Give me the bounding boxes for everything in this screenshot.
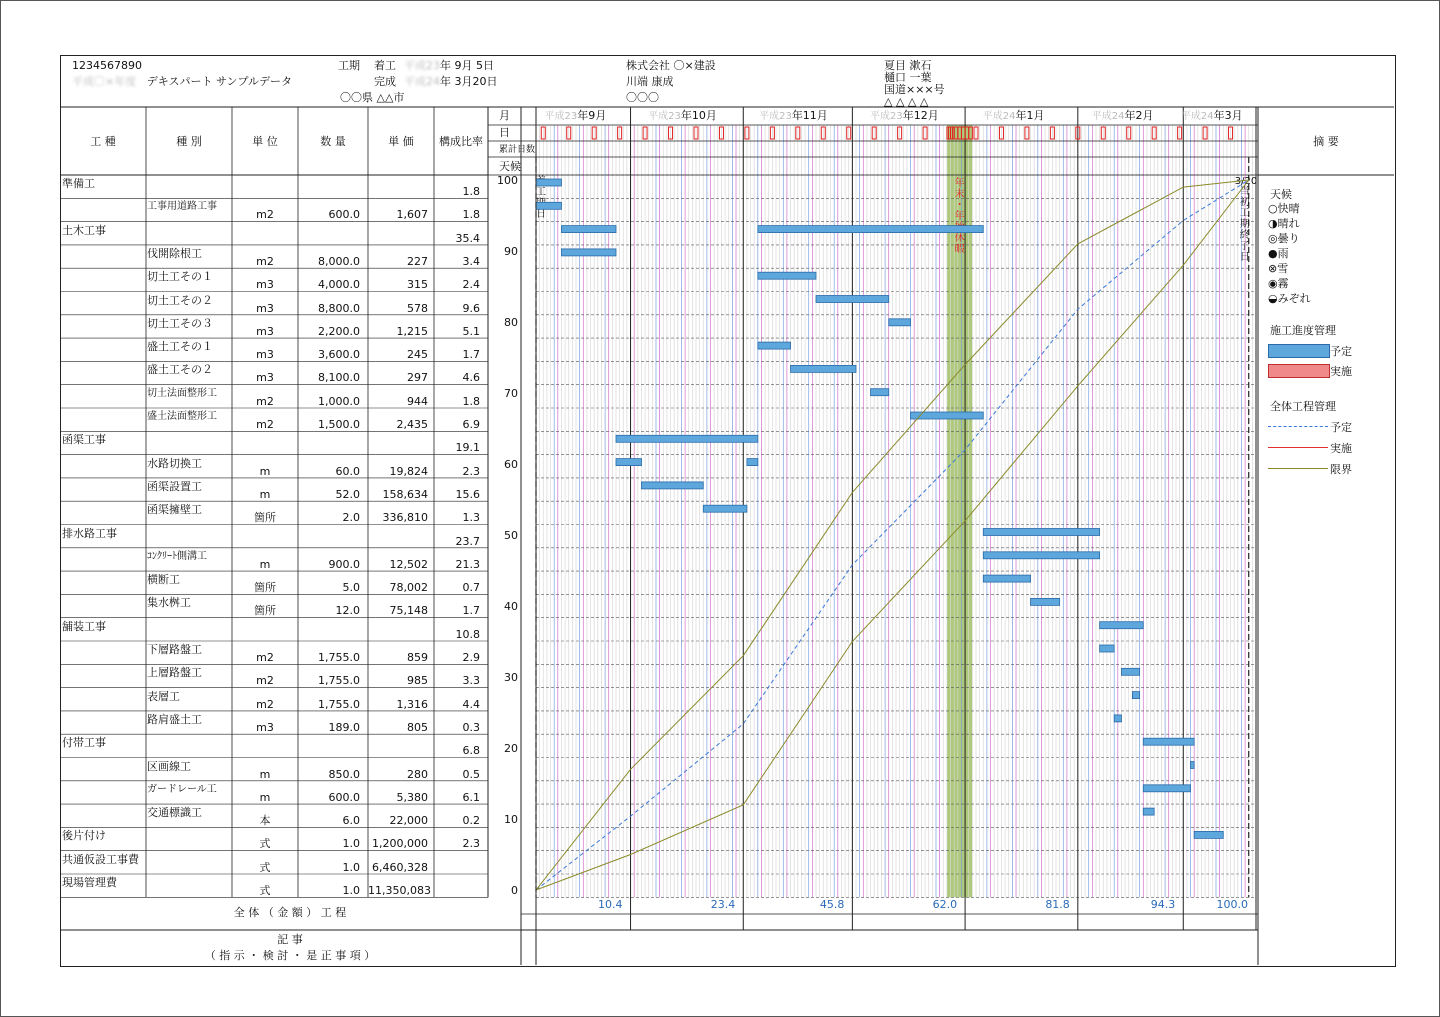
month-label: 年9月 xyxy=(577,109,607,122)
cell-unit: m xyxy=(259,767,271,781)
cell-qty: 3,600.0 xyxy=(318,348,360,362)
cell-qty: 12.0 xyxy=(335,604,360,618)
cell-ratio: 10.8 xyxy=(455,627,480,641)
start-date: 年 9月 5日 xyxy=(440,59,494,72)
cell-price: 158,634 xyxy=(382,487,428,501)
cell-price: 245 xyxy=(407,348,428,362)
cell-qty: 8,100.0 xyxy=(318,371,360,385)
weather-label: 曇り xyxy=(1277,232,1300,245)
project-name-line xyxy=(72,75,292,88)
project-name: デキスパート サンプルデータ xyxy=(146,75,293,88)
holiday-label-char: 暇 xyxy=(954,244,965,255)
cell-ratio: 21.3 xyxy=(455,557,480,571)
cell-ratio: 1.8 xyxy=(462,185,480,198)
chart-row-label: 月 xyxy=(499,109,510,122)
location: 〇〇県 △△市 xyxy=(340,91,405,104)
cell-price: 227 xyxy=(407,254,428,268)
weather-label: 快晴 xyxy=(1277,202,1300,215)
legend-limit-line-label: 限界 xyxy=(1330,463,1352,476)
cell-qty: 8,000.0 xyxy=(318,254,360,268)
cell-unit: m xyxy=(259,487,271,501)
cell-work: 共通仮設工事費 xyxy=(62,852,139,866)
y-tick-label: 90 xyxy=(504,245,518,258)
end-marker-label-char: 初 xyxy=(1239,197,1250,208)
cell-ratio: 0.3 xyxy=(462,720,480,734)
cell-price: 5,380 xyxy=(396,790,428,804)
cell-unit: m3 xyxy=(256,278,274,292)
cell-type: ｺﾝｸﾘｰﾄ側溝工 xyxy=(147,550,207,562)
cell-type: 盛土工その１ xyxy=(147,340,213,354)
cell-qty: 1,500.0 xyxy=(318,418,360,431)
cell-work: 舗装工事 xyxy=(62,619,106,633)
y-tick-label: 40 xyxy=(504,600,518,613)
end-date: 年 3月20日 xyxy=(440,75,498,88)
weather-legend-item xyxy=(1268,245,1289,261)
holiday-label-char: 末 xyxy=(954,189,965,200)
cell-ratio: 1.8 xyxy=(462,394,480,408)
total-label: 全 体 （ 金 額 ） 工 程 xyxy=(233,906,347,919)
cell-unit: m3 xyxy=(256,301,274,315)
cell-unit: m3 xyxy=(256,371,274,385)
cell-price: 859 xyxy=(407,651,428,664)
weather-label: 晴れ xyxy=(1277,217,1300,230)
weather-legend-item xyxy=(1268,290,1311,306)
cell-unit: 箇所 xyxy=(254,604,276,618)
cell-ratio: 2.4 xyxy=(462,278,480,292)
legend-plan-line-label: 予定 xyxy=(1330,421,1352,434)
legend-plan-line xyxy=(1268,426,1328,427)
cell-ratio: 1.8 xyxy=(462,208,480,222)
cell-ratio: 4.4 xyxy=(462,697,480,711)
cell-type: 工事用道路工事 xyxy=(147,201,217,213)
cell-ratio: 1.7 xyxy=(462,348,480,362)
cell-work: 現場管理費 xyxy=(62,876,117,889)
end-marker-label-char: 終 xyxy=(1239,230,1250,241)
cell-type: 上層路盤工 xyxy=(147,666,202,680)
cell-price: 1,200,000 xyxy=(372,837,428,851)
weather-symbol: ⊗ xyxy=(1268,262,1278,275)
weather-symbol: ◑ xyxy=(1268,217,1278,230)
cell-qty: 600.0 xyxy=(328,790,360,804)
end-marker-label-char: 了 xyxy=(1239,241,1250,252)
cell-qty: 1,755.0 xyxy=(318,674,360,688)
cell-unit: 式 xyxy=(259,860,271,874)
weather-legend-item xyxy=(1268,275,1289,291)
cell-qty: 1.0 xyxy=(342,860,360,874)
cell-type: 路肩盛土工 xyxy=(147,712,202,726)
weather-symbol: ◉ xyxy=(1268,277,1278,290)
month-end-percent: 62.0 xyxy=(932,898,958,911)
cell-unit: m2 xyxy=(256,254,274,268)
cell-ratio: 1.7 xyxy=(462,604,480,618)
weather-label: 雨 xyxy=(1277,247,1289,260)
cell-price: 985 xyxy=(407,674,428,688)
weather-legend-item xyxy=(1268,215,1300,231)
cell-unit: m2 xyxy=(256,697,274,711)
weather-symbol: ● xyxy=(1268,247,1278,260)
cell-type: 切土工その２ xyxy=(147,293,213,307)
progress-legend-title: 施工進度管理 xyxy=(1270,324,1336,337)
legend-plan-swatch xyxy=(1268,344,1330,358)
col-header-unit: 単 位 xyxy=(252,135,278,148)
person2: 樋口 一葉 xyxy=(884,71,932,84)
holiday-label-char: ・ xyxy=(954,200,965,211)
month-end-percent: 100.0 xyxy=(1216,898,1248,911)
end-era-text: 平成24 xyxy=(404,75,440,88)
cell-ratio: 1.3 xyxy=(462,511,480,525)
cell-ratio: 5.1 xyxy=(462,324,480,338)
cell-type: 盛土法面整形工 xyxy=(147,411,217,422)
person1: 夏目 漱石 xyxy=(884,59,932,72)
weather-symbol: ○ xyxy=(1268,202,1278,215)
col-header-qty: 数 量 xyxy=(320,135,346,148)
y-tick-label: 20 xyxy=(504,742,518,755)
cell-qty: 1,755.0 xyxy=(318,651,360,664)
end-era xyxy=(404,75,498,88)
cell-price: 2,435 xyxy=(396,418,428,431)
cell-type: 区画線工 xyxy=(147,759,191,773)
cell-ratio: 2.9 xyxy=(462,651,480,664)
month-label: 年12月 xyxy=(902,109,939,122)
month-era: 平成23 xyxy=(759,111,792,122)
cell-type: 交通標識工 xyxy=(147,806,202,820)
cell-qty: 2,200.0 xyxy=(318,324,360,338)
y-tick-label: 70 xyxy=(504,387,518,400)
cell-qty: 600.0 xyxy=(328,208,360,222)
month-end-percent: 10.4 xyxy=(598,898,623,911)
month-end-percent: 45.8 xyxy=(819,898,845,911)
manager2: 〇〇〇 xyxy=(626,91,659,104)
notes-label: 記 事 xyxy=(277,933,303,946)
y-tick-label: 30 xyxy=(504,671,518,684)
cell-unit: 式 xyxy=(259,884,271,897)
month-end-percent: 94.3 xyxy=(1150,898,1176,911)
month-label: 年10月 xyxy=(680,109,717,122)
cell-price: 944 xyxy=(407,394,428,408)
cell-ratio: 3.3 xyxy=(462,674,480,688)
month-era: 平成24 xyxy=(1180,111,1214,122)
cell-ratio: 3.4 xyxy=(462,254,480,268)
cell-ratio: 2.3 xyxy=(462,464,480,478)
cell-price: 336,810 xyxy=(382,511,428,525)
cell-unit: m3 xyxy=(256,324,274,338)
cell-qty: 5.0 xyxy=(342,581,360,595)
cell-ratio: 6.1 xyxy=(462,790,480,804)
cell-qty: 2.0 xyxy=(342,511,360,525)
holiday-label-char: 休 xyxy=(954,233,965,244)
start-marker-label-char: 日 xyxy=(536,209,546,220)
cell-price: 805 xyxy=(407,720,428,734)
month-era: 平成23 xyxy=(869,111,903,122)
cell-qty: 900.0 xyxy=(328,557,360,571)
start-era-text: 平成23 xyxy=(404,59,440,72)
cell-type: 盛土工その２ xyxy=(147,363,213,377)
cell-work: 排水路工事 xyxy=(62,526,117,540)
weather-label: みぞれ xyxy=(1277,292,1311,305)
start-label: 着工 xyxy=(374,59,396,72)
month-end-percent: 81.8 xyxy=(1045,898,1070,911)
cell-qty: 1.0 xyxy=(342,884,360,897)
notes-sub: （ 指 示 ・ 検 討 ・ 是 正 事 項 ） xyxy=(204,949,376,962)
period-label: 工期 xyxy=(338,59,360,72)
month-label: 年2月 xyxy=(1124,109,1154,122)
cell-unit: m3 xyxy=(256,720,274,734)
cell-type: 切土工その３ xyxy=(147,316,213,330)
y-tick-label: 80 xyxy=(504,316,518,329)
month-era: 平成24 xyxy=(1091,111,1125,122)
cell-ratio: 0.7 xyxy=(462,581,480,595)
cell-ratio: 23.7 xyxy=(455,534,480,548)
cell-price: 578 xyxy=(407,301,428,315)
cell-ratio: 4.6 xyxy=(462,371,480,385)
cell-price: 22,000 xyxy=(389,814,428,828)
holiday-label-char: 年 xyxy=(954,178,965,189)
cell-price: 1,316 xyxy=(396,697,428,711)
cell-price: 19,824 xyxy=(389,464,428,478)
y-tick-label: 100 xyxy=(497,174,518,187)
weather-legend-title: 天候 xyxy=(1270,188,1292,201)
cell-type: 表層工 xyxy=(147,689,180,703)
cell-price: 78,002 xyxy=(389,581,428,595)
cell-unit: m2 xyxy=(256,418,274,431)
cell-ratio: 15.6 xyxy=(455,487,480,501)
chart-row-label: 累計日数 xyxy=(499,145,536,155)
weather-symbol: ◎ xyxy=(1268,232,1278,245)
weather-legend-item xyxy=(1268,200,1300,216)
cell-ratio: 35.4 xyxy=(455,231,480,245)
legend-actual-line-label: 実施 xyxy=(1330,442,1352,455)
cell-qty: 850.0 xyxy=(328,767,360,781)
weather-legend-item xyxy=(1268,260,1288,276)
cell-ratio: 19.1 xyxy=(455,441,480,455)
cell-type: 伐開除根工 xyxy=(147,246,202,260)
month-label: 年11月 xyxy=(791,109,828,122)
legend-actual-swatch xyxy=(1268,364,1330,378)
cell-price: 1,215 xyxy=(396,324,428,338)
col-header-type: 種 別 xyxy=(176,135,202,148)
cell-ratio: 6.9 xyxy=(462,418,480,431)
month-era: 平成23 xyxy=(544,111,578,122)
route: 国道×××号 xyxy=(884,83,945,96)
cell-price: 1,607 xyxy=(396,208,428,222)
cell-unit: 本 xyxy=(259,814,271,828)
cell-type: 函渠擁壁工 xyxy=(147,503,202,517)
cell-work: 函渠工事 xyxy=(62,433,106,447)
cell-work: 後片付け xyxy=(62,829,106,843)
col-header-ratio: 構成比率 xyxy=(439,135,483,148)
end-marker-label-char: 期 xyxy=(1239,219,1250,230)
cell-type: 水路切換工 xyxy=(147,456,202,470)
cell-qty: 4,000.0 xyxy=(318,278,360,292)
cell-ratio: 0.2 xyxy=(462,814,480,828)
company: 株式会社 〇×建設 xyxy=(626,59,716,72)
cell-type: ガードレール工 xyxy=(147,783,217,795)
cell-price: 11,350,083 xyxy=(368,884,431,897)
month-end-percent: 23.4 xyxy=(710,898,736,911)
cell-work: 土木工事 xyxy=(62,223,106,237)
cell-ratio: 0.5 xyxy=(462,767,480,781)
cell-ratio: 9.6 xyxy=(462,301,480,315)
end-marker-label-char: 日 xyxy=(1239,252,1250,263)
month-label: 年3月 xyxy=(1213,109,1243,122)
cell-type: 函渠設置工 xyxy=(147,479,202,493)
route2: △ △ △ △ xyxy=(884,95,929,108)
cell-type: 下層路盤工 xyxy=(147,643,202,656)
cell-unit: m xyxy=(259,557,271,571)
legend-plan-label: 予定 xyxy=(1330,345,1352,358)
cell-type: 切土工その１ xyxy=(147,270,213,284)
y-tick-label: 10 xyxy=(504,813,518,826)
end-label: 完成 xyxy=(374,75,396,88)
cell-price: 280 xyxy=(407,767,428,781)
month-era: 平成23 xyxy=(648,111,681,122)
start-marker-label-char: 工 xyxy=(536,187,546,198)
col-header-work: 工 種 xyxy=(90,135,116,148)
cell-unit: 箇所 xyxy=(254,511,276,525)
cell-price: 315 xyxy=(407,278,428,292)
cell-ratio: 6.8 xyxy=(462,744,480,758)
doc-code: 1234567890 xyxy=(72,59,142,72)
cell-price: 12,502 xyxy=(389,557,428,571)
cell-qty: 1,000.0 xyxy=(318,394,360,408)
cell-unit: m2 xyxy=(256,208,274,222)
month-label: 年1月 xyxy=(1015,109,1045,122)
y-tick-label: 50 xyxy=(504,529,518,542)
cell-type: 切土法面整形工 xyxy=(147,387,217,399)
cell-unit: m2 xyxy=(256,674,274,688)
cell-unit: 式 xyxy=(259,837,271,851)
cell-unit: m xyxy=(259,790,271,804)
cell-qty: 1.0 xyxy=(342,837,360,851)
end-marker-label-char: 当 xyxy=(1239,186,1250,197)
holiday-label-char: 年 xyxy=(954,211,965,222)
chart-row-label: 天候 xyxy=(499,160,521,173)
start-era xyxy=(404,59,494,72)
cell-unit: m3 xyxy=(256,348,274,362)
cell-unit: m2 xyxy=(256,394,274,408)
project-year: 平成〇×年度 xyxy=(72,75,137,88)
manager: 川端 康成 xyxy=(626,75,674,88)
end-marker-date: 3/20 xyxy=(1234,176,1258,187)
cell-work: 付帯工事 xyxy=(62,736,106,750)
cell-price: 297 xyxy=(407,371,428,385)
legend-actual-label: 実施 xyxy=(1330,365,1352,378)
cell-qty: 6.0 xyxy=(342,814,360,828)
cell-unit: 箇所 xyxy=(254,581,276,595)
legend-actual-line xyxy=(1268,447,1328,448)
weather-label: 霧 xyxy=(1277,277,1289,290)
overall-legend-title: 全体工程管理 xyxy=(1270,400,1336,413)
cell-work: 準備工 xyxy=(62,177,95,190)
cell-qty: 1,755.0 xyxy=(318,697,360,711)
cell-price: 6,460,328 xyxy=(372,860,428,874)
month-era: 平成24 xyxy=(982,111,1016,122)
weather-legend-item xyxy=(1268,230,1300,246)
cell-unit: m2 xyxy=(256,651,274,664)
cell-price: 75,148 xyxy=(389,604,428,618)
cell-type: 集水桝工 xyxy=(147,596,191,610)
legend-limit-line xyxy=(1268,468,1328,469)
chart-row-label: 日 xyxy=(499,126,510,139)
y-tick-label: 0 xyxy=(511,884,518,897)
cell-qty: 52.0 xyxy=(335,487,360,501)
cell-unit: m xyxy=(259,464,271,478)
weather-label: 雪 xyxy=(1277,262,1289,275)
y-tick-label: 60 xyxy=(504,458,518,471)
cell-type: 横断工 xyxy=(147,573,180,587)
weather-symbol: ◒ xyxy=(1268,292,1278,305)
cell-qty: 189.0 xyxy=(328,720,360,734)
summary-header: 摘 要 xyxy=(1313,135,1339,148)
end-marker-label-char: 工 xyxy=(1239,208,1250,219)
cell-qty: 60.0 xyxy=(335,464,360,478)
col-header-price: 単 価 xyxy=(388,135,414,148)
cell-qty: 8,800.0 xyxy=(318,301,360,315)
cell-ratio: 2.3 xyxy=(462,837,480,851)
